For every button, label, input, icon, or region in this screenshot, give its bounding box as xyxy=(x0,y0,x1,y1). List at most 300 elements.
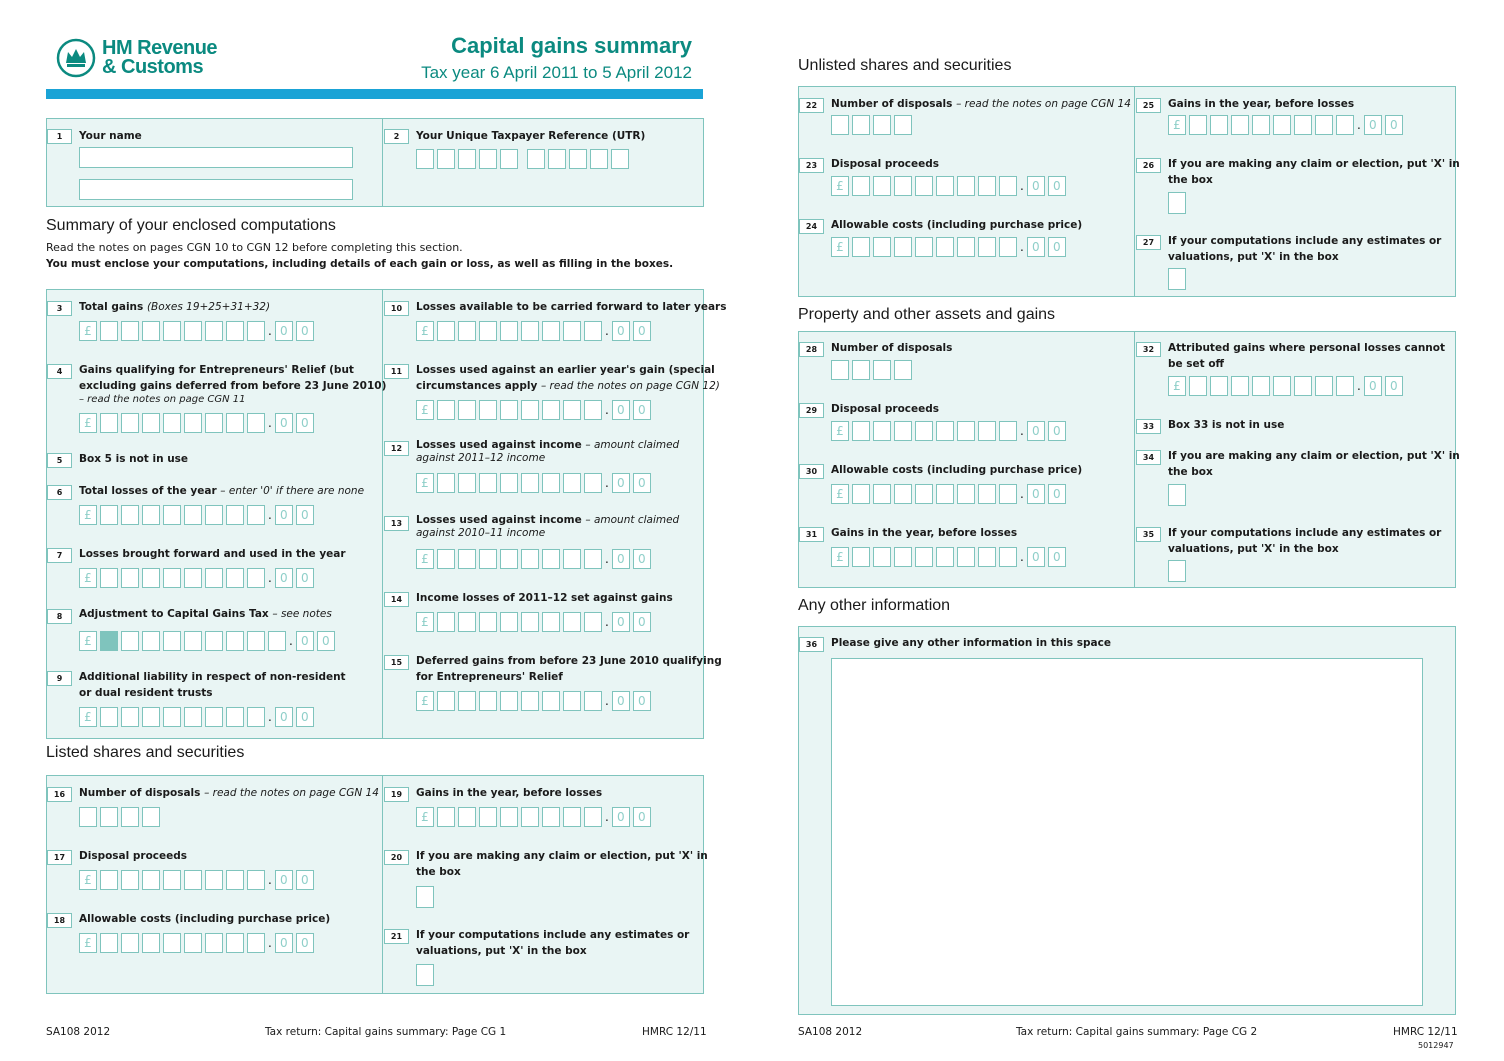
digit-cell[interactable] xyxy=(142,568,160,588)
crown-icon xyxy=(56,38,96,78)
property-gains-label: Gains in the year, before losses xyxy=(831,527,1018,539)
digit-cell[interactable] xyxy=(1273,115,1291,135)
box-number: 34 xyxy=(1136,450,1161,465)
pence-cell: 0 xyxy=(1048,237,1066,257)
digit-cell[interactable] xyxy=(1252,115,1270,135)
digit-cell[interactable] xyxy=(521,321,539,341)
digit-cell[interactable] xyxy=(563,321,581,341)
digit-cell[interactable] xyxy=(247,505,265,525)
digit-cell[interactable] xyxy=(999,484,1017,504)
digit-cell[interactable] xyxy=(521,549,539,569)
digit-cell[interactable] xyxy=(100,413,118,433)
digit-cell[interactable] xyxy=(163,631,181,651)
property-estimates-checkbox[interactable] xyxy=(1168,560,1186,582)
digit-cell[interactable] xyxy=(936,237,954,257)
pound-icon: £ xyxy=(79,870,97,890)
unlisted-gains-input[interactable] xyxy=(1168,115,1406,135)
box-number: 10 xyxy=(384,301,409,316)
digit-cell[interactable] xyxy=(999,421,1017,441)
digit-cell[interactable] xyxy=(458,612,476,632)
pence-cell: 0 xyxy=(633,807,651,827)
digit-cell[interactable] xyxy=(542,321,560,341)
decimal-point: . xyxy=(268,936,272,950)
digit-cell[interactable] xyxy=(915,421,933,441)
digit-cell[interactable] xyxy=(184,505,202,525)
pence-cell: 0 xyxy=(296,631,314,651)
digit-cell[interactable] xyxy=(1231,376,1249,396)
income-losses-input[interactable] xyxy=(416,612,654,632)
digit-cell[interactable] xyxy=(500,612,518,632)
digit-cell[interactable] xyxy=(163,870,181,890)
digit-cell[interactable] xyxy=(542,549,560,569)
footer-page-title: Tax return: Capital gains summary: Page CG 1 xyxy=(265,1026,507,1038)
pound-icon: £ xyxy=(416,612,434,632)
digit-cell[interactable] xyxy=(100,933,118,953)
digit-cell[interactable] xyxy=(1210,376,1228,396)
digit-cell[interactable] xyxy=(584,473,602,493)
losses-income-2010-label: Losses used against income – amount claimed against 2010–11 income xyxy=(416,514,680,539)
box-number: 6 xyxy=(47,485,72,500)
digit-cell[interactable] xyxy=(978,421,996,441)
unlisted-costs-input[interactable] xyxy=(831,237,1069,257)
digit-cell[interactable] xyxy=(521,691,539,711)
pence-cell: 0 xyxy=(1364,115,1382,135)
deferred-gains-input[interactable] xyxy=(416,691,654,711)
digit-cell[interactable] xyxy=(163,568,181,588)
digit-cell[interactable] xyxy=(563,549,581,569)
digit-cell[interactable] xyxy=(957,547,975,567)
decimal-point: . xyxy=(1357,379,1361,393)
property-gains-input[interactable] xyxy=(831,547,1069,567)
digit-cell[interactable] xyxy=(1273,376,1291,396)
summary-heading: Summary of your enclosed computations xyxy=(46,217,336,234)
digit-cell[interactable] xyxy=(1252,376,1270,396)
box-number: 26 xyxy=(1136,158,1161,173)
unlisted-estimates-checkbox[interactable] xyxy=(1168,268,1186,290)
digit-cell[interactable] xyxy=(936,547,954,567)
pence-cell: 0 xyxy=(612,807,630,827)
digit-cell[interactable] xyxy=(163,707,181,727)
adjustment-input[interactable] xyxy=(79,631,338,651)
digit-cell[interactable] xyxy=(542,612,560,632)
digit-cell[interactable] xyxy=(1315,115,1333,135)
decimal-point: . xyxy=(268,710,272,724)
property-disposals-label: Number of disposals xyxy=(831,342,953,354)
digit-cell[interactable] xyxy=(437,473,455,493)
digit-cell[interactable] xyxy=(479,807,497,827)
digit-cell[interactable] xyxy=(852,176,870,196)
digit-cell[interactable] xyxy=(205,505,223,525)
digit-cell[interactable] xyxy=(1336,376,1354,396)
digit-cell[interactable] xyxy=(437,321,455,341)
digit-cell[interactable] xyxy=(873,484,891,504)
pence-cell: 0 xyxy=(275,870,293,890)
digit-cell[interactable] xyxy=(142,933,160,953)
property-proceeds-input[interactable] xyxy=(831,421,1069,441)
digit-cell[interactable] xyxy=(873,176,891,196)
digit-cell[interactable] xyxy=(205,568,223,588)
pound-icon: £ xyxy=(416,691,434,711)
summary-note-bold: You must enclose your computations, including details of each gain or loss, as well as filling in the boxes. xyxy=(46,258,674,270)
digit-cell[interactable] xyxy=(1231,115,1249,135)
digit-cell[interactable] xyxy=(852,421,870,441)
digit-cell[interactable] xyxy=(458,400,476,420)
losses-earlier-year-input[interactable] xyxy=(416,400,654,420)
digit-cell[interactable] xyxy=(999,547,1017,567)
digit-cell[interactable] xyxy=(1336,115,1354,135)
pence-cell: 0 xyxy=(633,473,651,493)
attributed-gains-input[interactable] xyxy=(1168,376,1406,396)
decimal-point: . xyxy=(268,324,272,338)
pence-cell: 0 xyxy=(296,568,314,588)
digit-cell[interactable] xyxy=(873,547,891,567)
listed-costs-input[interactable] xyxy=(79,933,317,953)
pence-cell: 0 xyxy=(1385,115,1403,135)
total-gains-input[interactable] xyxy=(79,321,317,341)
losses-income-2011-label: Losses used against income – amount claimed against 2011–12 income xyxy=(416,439,680,464)
box-number: 14 xyxy=(384,592,409,607)
digit-cell[interactable] xyxy=(852,484,870,504)
pound-icon: £ xyxy=(79,933,97,953)
digit-cell[interactable] xyxy=(163,413,181,433)
listed-proceeds-label: Disposal proceeds xyxy=(79,850,188,862)
digit-cell[interactable] xyxy=(873,237,891,257)
digit-cell[interactable] xyxy=(563,400,581,420)
digit-cell[interactable] xyxy=(184,870,202,890)
digit-cell[interactable] xyxy=(584,400,602,420)
digit-cell[interactable] xyxy=(184,933,202,953)
digit-cell[interactable] xyxy=(978,547,996,567)
digit-cell[interactable] xyxy=(226,707,244,727)
digit-cell[interactable] xyxy=(500,549,518,569)
digit-cell[interactable] xyxy=(479,400,497,420)
digit-cell[interactable] xyxy=(584,691,602,711)
your-name-label: Your name xyxy=(79,130,142,142)
decimal-point: . xyxy=(1020,424,1024,438)
box-number: 22 xyxy=(799,98,824,113)
digit-cell[interactable] xyxy=(894,176,912,196)
digit-cell[interactable] xyxy=(521,807,539,827)
entrepreneurs-relief-input[interactable] xyxy=(79,413,317,433)
divider xyxy=(382,776,383,993)
digit-cell[interactable] xyxy=(163,933,181,953)
digit-cell[interactable] xyxy=(1210,115,1228,135)
digit-cell[interactable] xyxy=(500,473,518,493)
digit-cell[interactable] xyxy=(226,568,244,588)
digit-cell[interactable] xyxy=(957,176,975,196)
digit-cell[interactable] xyxy=(437,807,455,827)
digit-cell[interactable] xyxy=(205,631,223,651)
digit-cell[interactable] xyxy=(184,413,202,433)
digit-cell[interactable] xyxy=(936,176,954,196)
digit-cell[interactable] xyxy=(479,321,497,341)
digit-cell[interactable] xyxy=(584,549,602,569)
property-claim-label: If you are making any claim or election, put 'X' in the box xyxy=(1168,450,1460,478)
digit-cell[interactable] xyxy=(226,933,244,953)
listed-estimates-checkbox[interactable] xyxy=(416,964,434,986)
digit-cell[interactable] xyxy=(247,707,265,727)
decimal-point: . xyxy=(1020,550,1024,564)
digit-cell[interactable] xyxy=(247,321,265,341)
digit-cell[interactable] xyxy=(1189,115,1207,135)
digit-cell[interactable] xyxy=(163,321,181,341)
unlisted-claim-label: If you are making any claim or election, put 'X' in the box xyxy=(1168,158,1460,186)
digit-cell[interactable] xyxy=(894,484,912,504)
digit-cell[interactable] xyxy=(437,612,455,632)
unlisted-heading: Unlisted shares and securities xyxy=(798,57,1012,74)
digit-cell[interactable] xyxy=(542,400,560,420)
digit-cell[interactable] xyxy=(1294,115,1312,135)
other-info-textarea[interactable] xyxy=(831,658,1423,1006)
digit-cell[interactable] xyxy=(247,870,265,890)
digit-cell[interactable] xyxy=(978,484,996,504)
digit-cell[interactable] xyxy=(563,473,581,493)
digit-cell[interactable] xyxy=(247,568,265,588)
pound-icon: £ xyxy=(416,807,434,827)
losses-carried-forward-input[interactable] xyxy=(416,321,654,341)
digit-cell[interactable] xyxy=(247,631,265,651)
digit-cell[interactable] xyxy=(226,413,244,433)
decimal-point: . xyxy=(268,508,272,522)
box-number: 1 xyxy=(47,129,72,144)
digit-cell[interactable] xyxy=(894,237,912,257)
digit-cell[interactable] xyxy=(437,400,455,420)
box-number: 33 xyxy=(1136,419,1161,434)
digit-cell[interactable] xyxy=(957,237,975,257)
pound-icon: £ xyxy=(1168,376,1186,396)
org-name-line1: HM Revenue xyxy=(102,37,218,59)
digit-cell[interactable] xyxy=(479,473,497,493)
property-costs-input[interactable] xyxy=(831,484,1069,504)
digit-cell[interactable] xyxy=(873,421,891,441)
pound-icon: £ xyxy=(1168,115,1186,135)
digit-cell[interactable] xyxy=(894,547,912,567)
digit-cell[interactable] xyxy=(268,631,286,651)
utr-input[interactable] xyxy=(416,149,632,169)
digit-cell[interactable] xyxy=(915,176,933,196)
digit-cell[interactable] xyxy=(437,691,455,711)
digit-cell[interactable] xyxy=(121,933,139,953)
pound-icon: £ xyxy=(79,413,97,433)
property-heading: Property and other assets and gains xyxy=(798,306,1056,323)
pence-cell: 0 xyxy=(612,473,630,493)
listed-estimates-label: If your computations include any estimates or valuations, put 'X' in the box xyxy=(416,929,690,957)
digit-cell[interactable] xyxy=(226,505,244,525)
minus-sign-box[interactable] xyxy=(100,631,118,651)
digit-cell[interactable] xyxy=(584,612,602,632)
digit-cell[interactable] xyxy=(121,321,139,341)
digit-cell[interactable] xyxy=(100,321,118,341)
digit-cell[interactable] xyxy=(500,400,518,420)
digit-cell[interactable] xyxy=(500,691,518,711)
listed-gains-input[interactable] xyxy=(416,807,654,827)
digit-cell[interactable] xyxy=(563,691,581,711)
header-bar xyxy=(46,89,703,99)
digit-cell[interactable] xyxy=(458,321,476,341)
digit-cell[interactable] xyxy=(542,473,560,493)
footer-barcode-number: 5012947 xyxy=(1418,1041,1454,1050)
digit-cell[interactable] xyxy=(142,631,160,651)
digit-cell[interactable] xyxy=(121,413,139,433)
digit-cell[interactable] xyxy=(226,631,244,651)
decimal-point: . xyxy=(268,416,272,430)
unlisted-disposals-input[interactable] xyxy=(831,115,915,135)
pence-cell: 0 xyxy=(275,413,293,433)
digit-cell[interactable] xyxy=(852,547,870,567)
digit-cell[interactable] xyxy=(205,321,223,341)
digit-cell[interactable] xyxy=(226,321,244,341)
additional-liability-label: Additional liability in respect of non-resident or dual resident trusts xyxy=(79,671,346,699)
digit-cell[interactable] xyxy=(978,176,996,196)
pound-icon: £ xyxy=(831,484,849,504)
digit-cell[interactable] xyxy=(205,707,223,727)
digit-cell[interactable] xyxy=(479,612,497,632)
listed-proceeds-input[interactable] xyxy=(79,870,317,890)
digit-cell[interactable] xyxy=(205,413,223,433)
digit-cell[interactable] xyxy=(957,421,975,441)
digit-cell[interactable] xyxy=(247,933,265,953)
your-name-input-1[interactable] xyxy=(79,147,353,168)
digit-cell[interactable] xyxy=(163,505,181,525)
digit-cell[interactable] xyxy=(1294,376,1312,396)
losses-income-2010-input[interactable] xyxy=(416,549,654,569)
additional-liability-input[interactable] xyxy=(79,707,317,727)
pence-cell: 0 xyxy=(612,549,630,569)
digit-cell[interactable] xyxy=(500,321,518,341)
digit-cell[interactable] xyxy=(852,237,870,257)
decimal-point: . xyxy=(1020,179,1024,193)
digit-cell[interactable] xyxy=(100,568,118,588)
box-number: 4 xyxy=(47,364,72,379)
digit-cell[interactable] xyxy=(121,631,139,651)
property-disposals-input[interactable] xyxy=(831,360,915,380)
digit-cell[interactable] xyxy=(915,237,933,257)
digit-cell[interactable] xyxy=(142,505,160,525)
digit-cell[interactable] xyxy=(584,807,602,827)
digit-cell[interactable] xyxy=(142,321,160,341)
digit-cell[interactable] xyxy=(936,484,954,504)
digit-cell[interactable] xyxy=(247,413,265,433)
digit-cell[interactable] xyxy=(100,505,118,525)
digit-cell[interactable] xyxy=(521,400,539,420)
digit-cell[interactable] xyxy=(999,237,1017,257)
footer-form-code: SA108 2012 xyxy=(46,1026,111,1038)
digit-cell[interactable] xyxy=(957,484,975,504)
digit-cell[interactable] xyxy=(479,691,497,711)
digit-cell[interactable] xyxy=(542,807,560,827)
losses-brought-forward-input[interactable] xyxy=(79,568,317,588)
pence-cell: 0 xyxy=(296,321,314,341)
digit-cell[interactable] xyxy=(936,421,954,441)
pence-cell: 0 xyxy=(612,321,630,341)
digit-cell[interactable] xyxy=(563,612,581,632)
unlisted-gains-label: Gains in the year, before losses xyxy=(1168,98,1355,110)
digit-cell[interactable] xyxy=(121,568,139,588)
total-losses-input[interactable] xyxy=(79,505,317,525)
divider xyxy=(1134,87,1135,296)
digit-cell[interactable] xyxy=(226,870,244,890)
pence-cell: 0 xyxy=(275,321,293,341)
digit-cell[interactable] xyxy=(1189,376,1207,396)
listed-disposals-input[interactable] xyxy=(79,807,163,827)
pence-cell: 0 xyxy=(1027,547,1045,567)
digit-cell[interactable] xyxy=(184,707,202,727)
digit-cell[interactable] xyxy=(479,549,497,569)
digit-cell[interactable] xyxy=(915,547,933,567)
digit-cell[interactable] xyxy=(458,549,476,569)
digit-cell[interactable] xyxy=(184,568,202,588)
digit-cell[interactable] xyxy=(978,237,996,257)
digit-cell[interactable] xyxy=(184,631,202,651)
pence-cell: 0 xyxy=(612,612,630,632)
digit-cell[interactable] xyxy=(458,807,476,827)
hmrc-logo xyxy=(56,38,217,78)
digit-cell[interactable] xyxy=(437,549,455,569)
digit-cell[interactable] xyxy=(500,807,518,827)
attributed-gains-label: Attributed gains where personal losses cannot be set off xyxy=(1168,342,1446,370)
box-number: 8 xyxy=(47,609,72,624)
digit-cell[interactable] xyxy=(142,707,160,727)
digit-cell[interactable] xyxy=(205,933,223,953)
other-info-label: Please give any other information in this space xyxy=(831,637,1111,649)
digit-cell[interactable] xyxy=(521,473,539,493)
pence-cell: 0 xyxy=(275,933,293,953)
losses-carried-forward-label: Losses available to be carried forward to later years xyxy=(416,301,727,313)
decimal-point: . xyxy=(605,694,609,708)
digit-cell[interactable] xyxy=(521,612,539,632)
decimal-point: . xyxy=(1020,487,1024,501)
digit-cell[interactable] xyxy=(915,484,933,504)
pence-cell: 0 xyxy=(633,400,651,420)
pence-cell: 0 xyxy=(1385,376,1403,396)
divider xyxy=(382,119,383,206)
unlisted-proceeds-input[interactable] xyxy=(831,176,1069,196)
unlisted-claim-checkbox[interactable] xyxy=(1168,192,1186,214)
decimal-point: . xyxy=(605,403,609,417)
your-name-input-2[interactable] xyxy=(79,179,353,200)
digit-cell[interactable] xyxy=(121,505,139,525)
digit-cell[interactable] xyxy=(121,870,139,890)
pence-cell: 0 xyxy=(296,870,314,890)
decimal-point: . xyxy=(289,634,293,648)
digit-cell[interactable] xyxy=(184,321,202,341)
digit-cell[interactable] xyxy=(205,870,223,890)
digit-cell[interactable] xyxy=(458,691,476,711)
digit-cell[interactable] xyxy=(584,321,602,341)
digit-cell[interactable] xyxy=(542,691,560,711)
digit-cell[interactable] xyxy=(894,421,912,441)
digit-cell[interactable] xyxy=(999,176,1017,196)
footer-page-title: Tax return: Capital gains summary: Page CG 2 xyxy=(1016,1026,1258,1038)
digit-cell[interactable] xyxy=(121,707,139,727)
decimal-point: . xyxy=(1020,240,1024,254)
digit-cell[interactable] xyxy=(563,807,581,827)
pence-cell: 0 xyxy=(612,400,630,420)
digit-cell[interactable] xyxy=(100,870,118,890)
digit-cell[interactable] xyxy=(100,707,118,727)
pence-cell: 0 xyxy=(296,413,314,433)
losses-income-2011-input[interactable] xyxy=(416,473,654,493)
property-claim-checkbox[interactable] xyxy=(1168,484,1186,506)
pence-cell: 0 xyxy=(1027,484,1045,504)
digit-cell[interactable] xyxy=(1315,376,1333,396)
box-number: 17 xyxy=(47,850,72,865)
decimal-point: . xyxy=(605,476,609,490)
digit-cell[interactable] xyxy=(142,413,160,433)
digit-cell[interactable] xyxy=(142,870,160,890)
listed-claim-checkbox[interactable] xyxy=(416,886,434,908)
digit-cell[interactable] xyxy=(458,473,476,493)
